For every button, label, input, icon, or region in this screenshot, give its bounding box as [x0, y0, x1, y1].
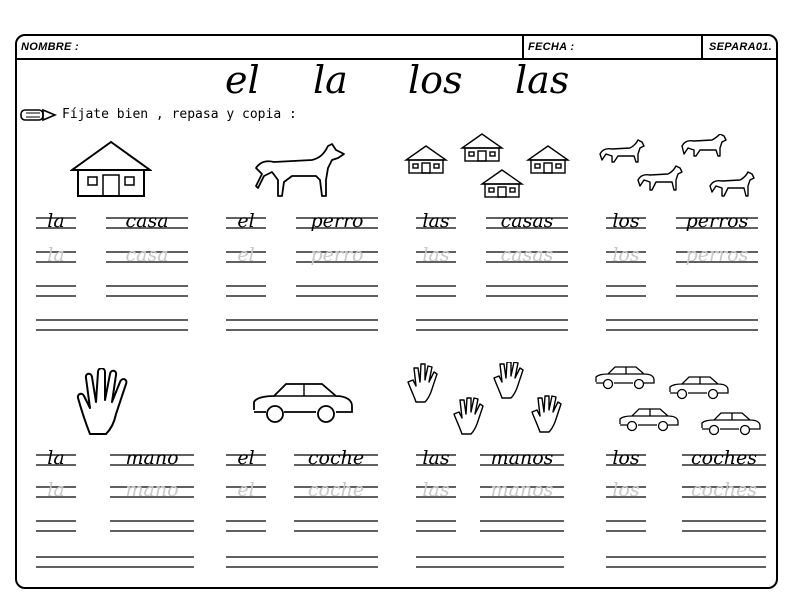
trace-noun: coches [691, 479, 757, 501]
title-word-los: los [408, 58, 463, 102]
model-article: la [47, 447, 65, 469]
trace-article: la [47, 244, 65, 266]
title-word-las: las [515, 58, 570, 102]
model-article: los [612, 447, 640, 469]
model-noun: casas [500, 210, 554, 232]
trace-article: el [237, 244, 255, 266]
trace-noun: manos [490, 479, 554, 501]
name-label: NOMBRE : [21, 41, 80, 53]
trace-article: los [612, 479, 640, 501]
model-noun: perros [685, 210, 749, 232]
model-article: las [422, 210, 450, 232]
trace-noun: perro [310, 244, 364, 266]
model-noun: perro [310, 210, 364, 232]
trace-article: las [422, 244, 450, 266]
model-article: las [422, 447, 450, 469]
trace-article: el [237, 479, 255, 501]
model-article: el [237, 447, 255, 469]
trace-noun: perros [685, 244, 749, 266]
trace-noun: mano [125, 479, 179, 501]
trace-article: las [422, 479, 450, 501]
trace-noun: casa [125, 244, 169, 266]
model-noun: mano [125, 447, 179, 469]
model-noun: coches [691, 447, 757, 469]
trace-article: los [612, 244, 640, 266]
model-article: la [47, 210, 65, 232]
trace-noun: casas [500, 244, 554, 266]
model-noun: coche [307, 447, 365, 469]
model-article: los [612, 210, 640, 232]
title-word-la: la [313, 58, 348, 102]
trace-noun: coche [307, 479, 365, 501]
title-word-el: el [225, 58, 260, 102]
ruled-block-top [36, 218, 758, 330]
model-noun: casa [125, 210, 169, 232]
date-label: FECHA : [528, 41, 575, 53]
model-noun: manos [490, 447, 554, 469]
instruction-text: Fíjate bien , repasa y copia : [62, 107, 297, 122]
ruled-block-bottom [36, 455, 766, 567]
model-article: el [237, 210, 255, 232]
worksheet-code: SEPARA01. [709, 41, 773, 53]
trace-article: la [47, 479, 65, 501]
